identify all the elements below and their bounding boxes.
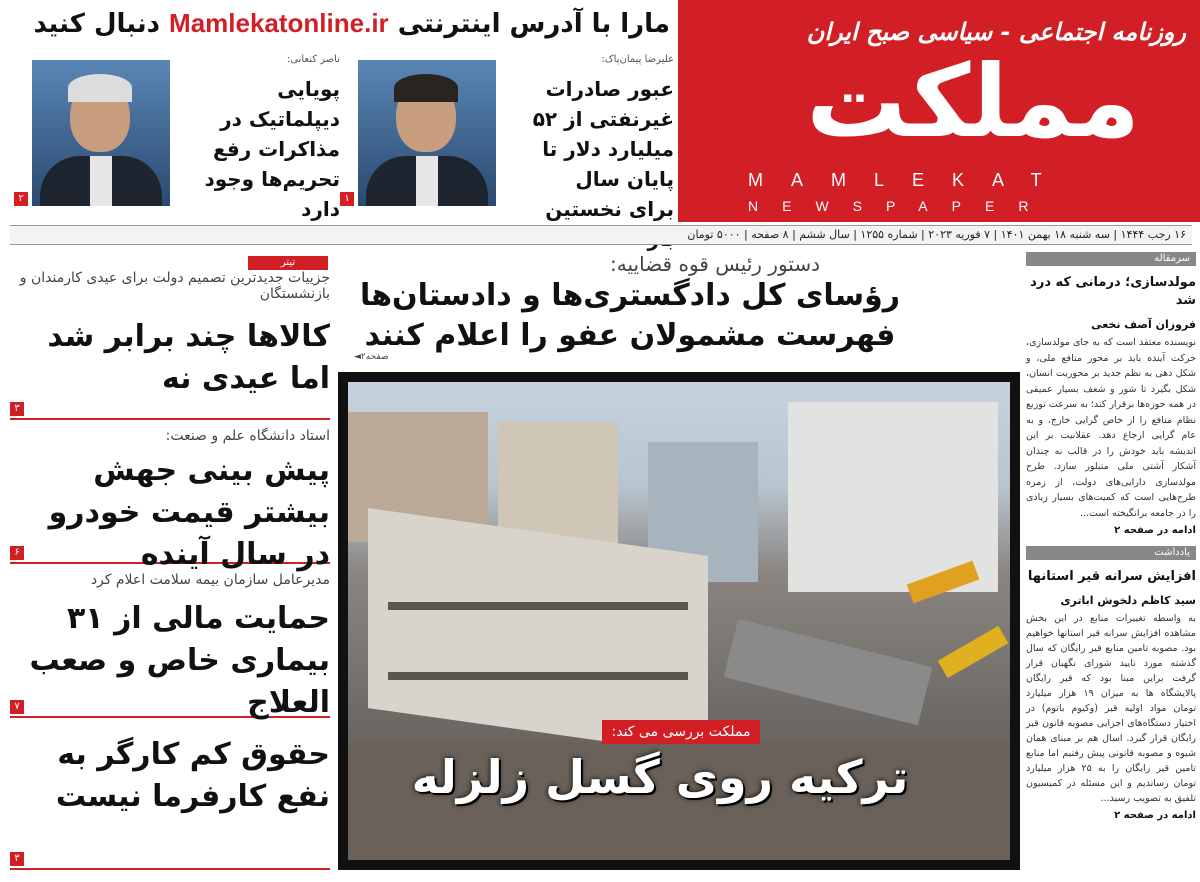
- story-headline: عبور صادرات غیرنفتی از ۵۲ میلیارد دلار تا پایان سال برای نخستین: [532, 77, 674, 221]
- note-label: یادداشت: [1026, 546, 1196, 560]
- photo-story-kicker: مملکت بررسی می کند:: [602, 720, 760, 744]
- note-continue-link[interactable]: ادامه در صفحه ۲: [1114, 810, 1196, 821]
- top-story-kanani[interactable]: [14, 52, 340, 221]
- editorial-label: سرمقاله: [1026, 252, 1196, 266]
- left-story-1[interactable]: [10, 270, 330, 420]
- lead-headline-line1: رؤسای کل دادگستری‌ها و دادستان‌ها: [359, 278, 901, 313]
- story-kicker: جزییات جدیدترین تصمیم دولت برای عیدی کارمندان و بازنشستگان: [19, 270, 330, 302]
- portrait-photo: [358, 60, 496, 206]
- page-number-badge: ۷: [10, 700, 24, 714]
- website-banner: [30, 8, 670, 48]
- banner-text-before: مارا با آدرس اینترنتی: [388, 9, 670, 39]
- story-byline: ناصر کنعانی:: [286, 54, 340, 65]
- editorial-column: [1026, 252, 1196, 536]
- page-number-badge: ۶: [10, 546, 24, 560]
- story-headline: کالاها چند برابر شد اما عیدی نه: [47, 319, 330, 396]
- story-headline: حقوق کم کارگر به نفع کارفرما نیست: [55, 737, 330, 814]
- page-number-badge: ۳: [10, 402, 24, 416]
- website-url[interactable]: Mamlekatonline.ir: [169, 8, 389, 38]
- lead-page-ref: ◄صفحه۲: [354, 352, 389, 362]
- issue-dateline: ۱۶ رجب ۱۴۴۴ | سه شنبه ۱۸ بهمن ۱۴۰۱ | ۷ فوریه ۲۰۲۳ | شماره ۱۲۵۵ | سال ششم | ۸ صفحه | ۵۰۰۰ تومان: [10, 225, 1192, 245]
- note-column: [1026, 546, 1196, 821]
- masthead: [678, 0, 1200, 222]
- page-number-badge: ۳: [10, 852, 24, 866]
- story-byline: علیرضا پیمان‌پاک:: [601, 54, 674, 65]
- story-headline: حمایت مالی از ۳۱ بیماری خاص و صعب العلاج: [29, 601, 330, 720]
- story-kicker: مدیرعامل سازمان بیمه سلامت اعلام کرد: [90, 572, 330, 588]
- banner-text-after: دنبال کنید: [33, 9, 170, 39]
- top-story-peymanpak[interactable]: [340, 52, 674, 221]
- page-number-badge: ۲: [14, 192, 28, 206]
- masthead-tagline: روزنامه اجتماعی - سیاسی صبح ایران: [806, 18, 1186, 46]
- left-story-4[interactable]: [10, 728, 330, 870]
- editorial-author: فروزان آصف نخعی: [1091, 318, 1196, 331]
- photo-story-headline[interactable]: ترکیه روی گسل زلزله: [411, 750, 909, 804]
- note-headline[interactable]: افزایش سرانه قیر استانها: [1027, 569, 1196, 584]
- lead-kicker: دستور رئیس قوه قضاییه:: [610, 252, 820, 276]
- editorial-continue-link[interactable]: ادامه در صفحه ۲: [1114, 525, 1196, 536]
- story-headline: پویایی دیپلماتیک در مذاکرات رفع تحریم‌ها وجود دارد: [204, 77, 340, 221]
- left-story-3[interactable]: [10, 572, 330, 718]
- editorial-body: نویسنده معتقد است که به جای مولدسازی، حرکت آینده باید بر محور منافع ملی، و شکل دهی به نظم جدید بر محوریت انسان، شکل بگیرد تا شور و شعف بسیار عمیقی در همه حوزه‌ها برقرار کند؛ به سرعت توزیع نظام منافع را از خاص گرایی خارج، و به عام گرایی ارجاع دهد. عقلانیت بر این اندیشه باید خودش را در قالب نه چندان آشکار آشتی ملی متبلور سازد. طرح مولدسازی دارایی‌های دولت، از زمره طرح‌هایی است که کمیت‌های بسیار زیادی را در جامعه برانگیخته است...: [1026, 337, 1196, 519]
- story-headline: پیش بینی جهش بیشتر قیمت خودرو در سال آینده: [48, 453, 330, 572]
- masthead-latin-newspaper: NEWSPAPER: [748, 198, 1053, 214]
- lead-headline[interactable]: [340, 276, 920, 356]
- portrait-photo: [32, 60, 170, 206]
- section-tag: تیتر: [248, 256, 328, 270]
- newspaper-logo: مملکت: [806, 43, 1140, 160]
- page-number-badge: ۱: [340, 192, 354, 206]
- lead-headline-line2: فهرست مشمولان عفو را اعلام کنند: [364, 318, 896, 353]
- story-kicker: استاد دانشگاه علم و صنعت:: [165, 428, 330, 444]
- note-author: سید کاظم دلخوش اباتری: [1060, 594, 1196, 607]
- note-body: به واسطه تغییرات منابع در این بخش مشاهده افزایش سرانه قیر استانها خواهیم بود. مصوبه تامین منابع قیر رایگان که سال گذشته مورد تایید شورای نگهبان قرار گرفت براین مبنا بود که قیر رایگان پالایشگاه ها به میزان ۱۹ هزار میلیارد تومان مواد اولیه قیر (وکیوم باتوم) در اختیار دستگاه‌های اجرایی مصوبه قانون قیر رایگان قرار گیرد. اسال هم بر مبنای همان شیوه و مصوبه قانونی پیش رفتیم اما منابع تامین قیر رایگان را به ۲۵ هزار میلیارد تومان رساندیم و این مسئله در کمیسیون تلفیق به تصویب رسید...: [1026, 613, 1196, 804]
- left-story-2[interactable]: [10, 428, 330, 572]
- editorial-headline[interactable]: مولدسازی؛ درمانی که درد شد: [1030, 275, 1196, 308]
- masthead-latin-name: MAMLEKAT: [748, 170, 1070, 190]
